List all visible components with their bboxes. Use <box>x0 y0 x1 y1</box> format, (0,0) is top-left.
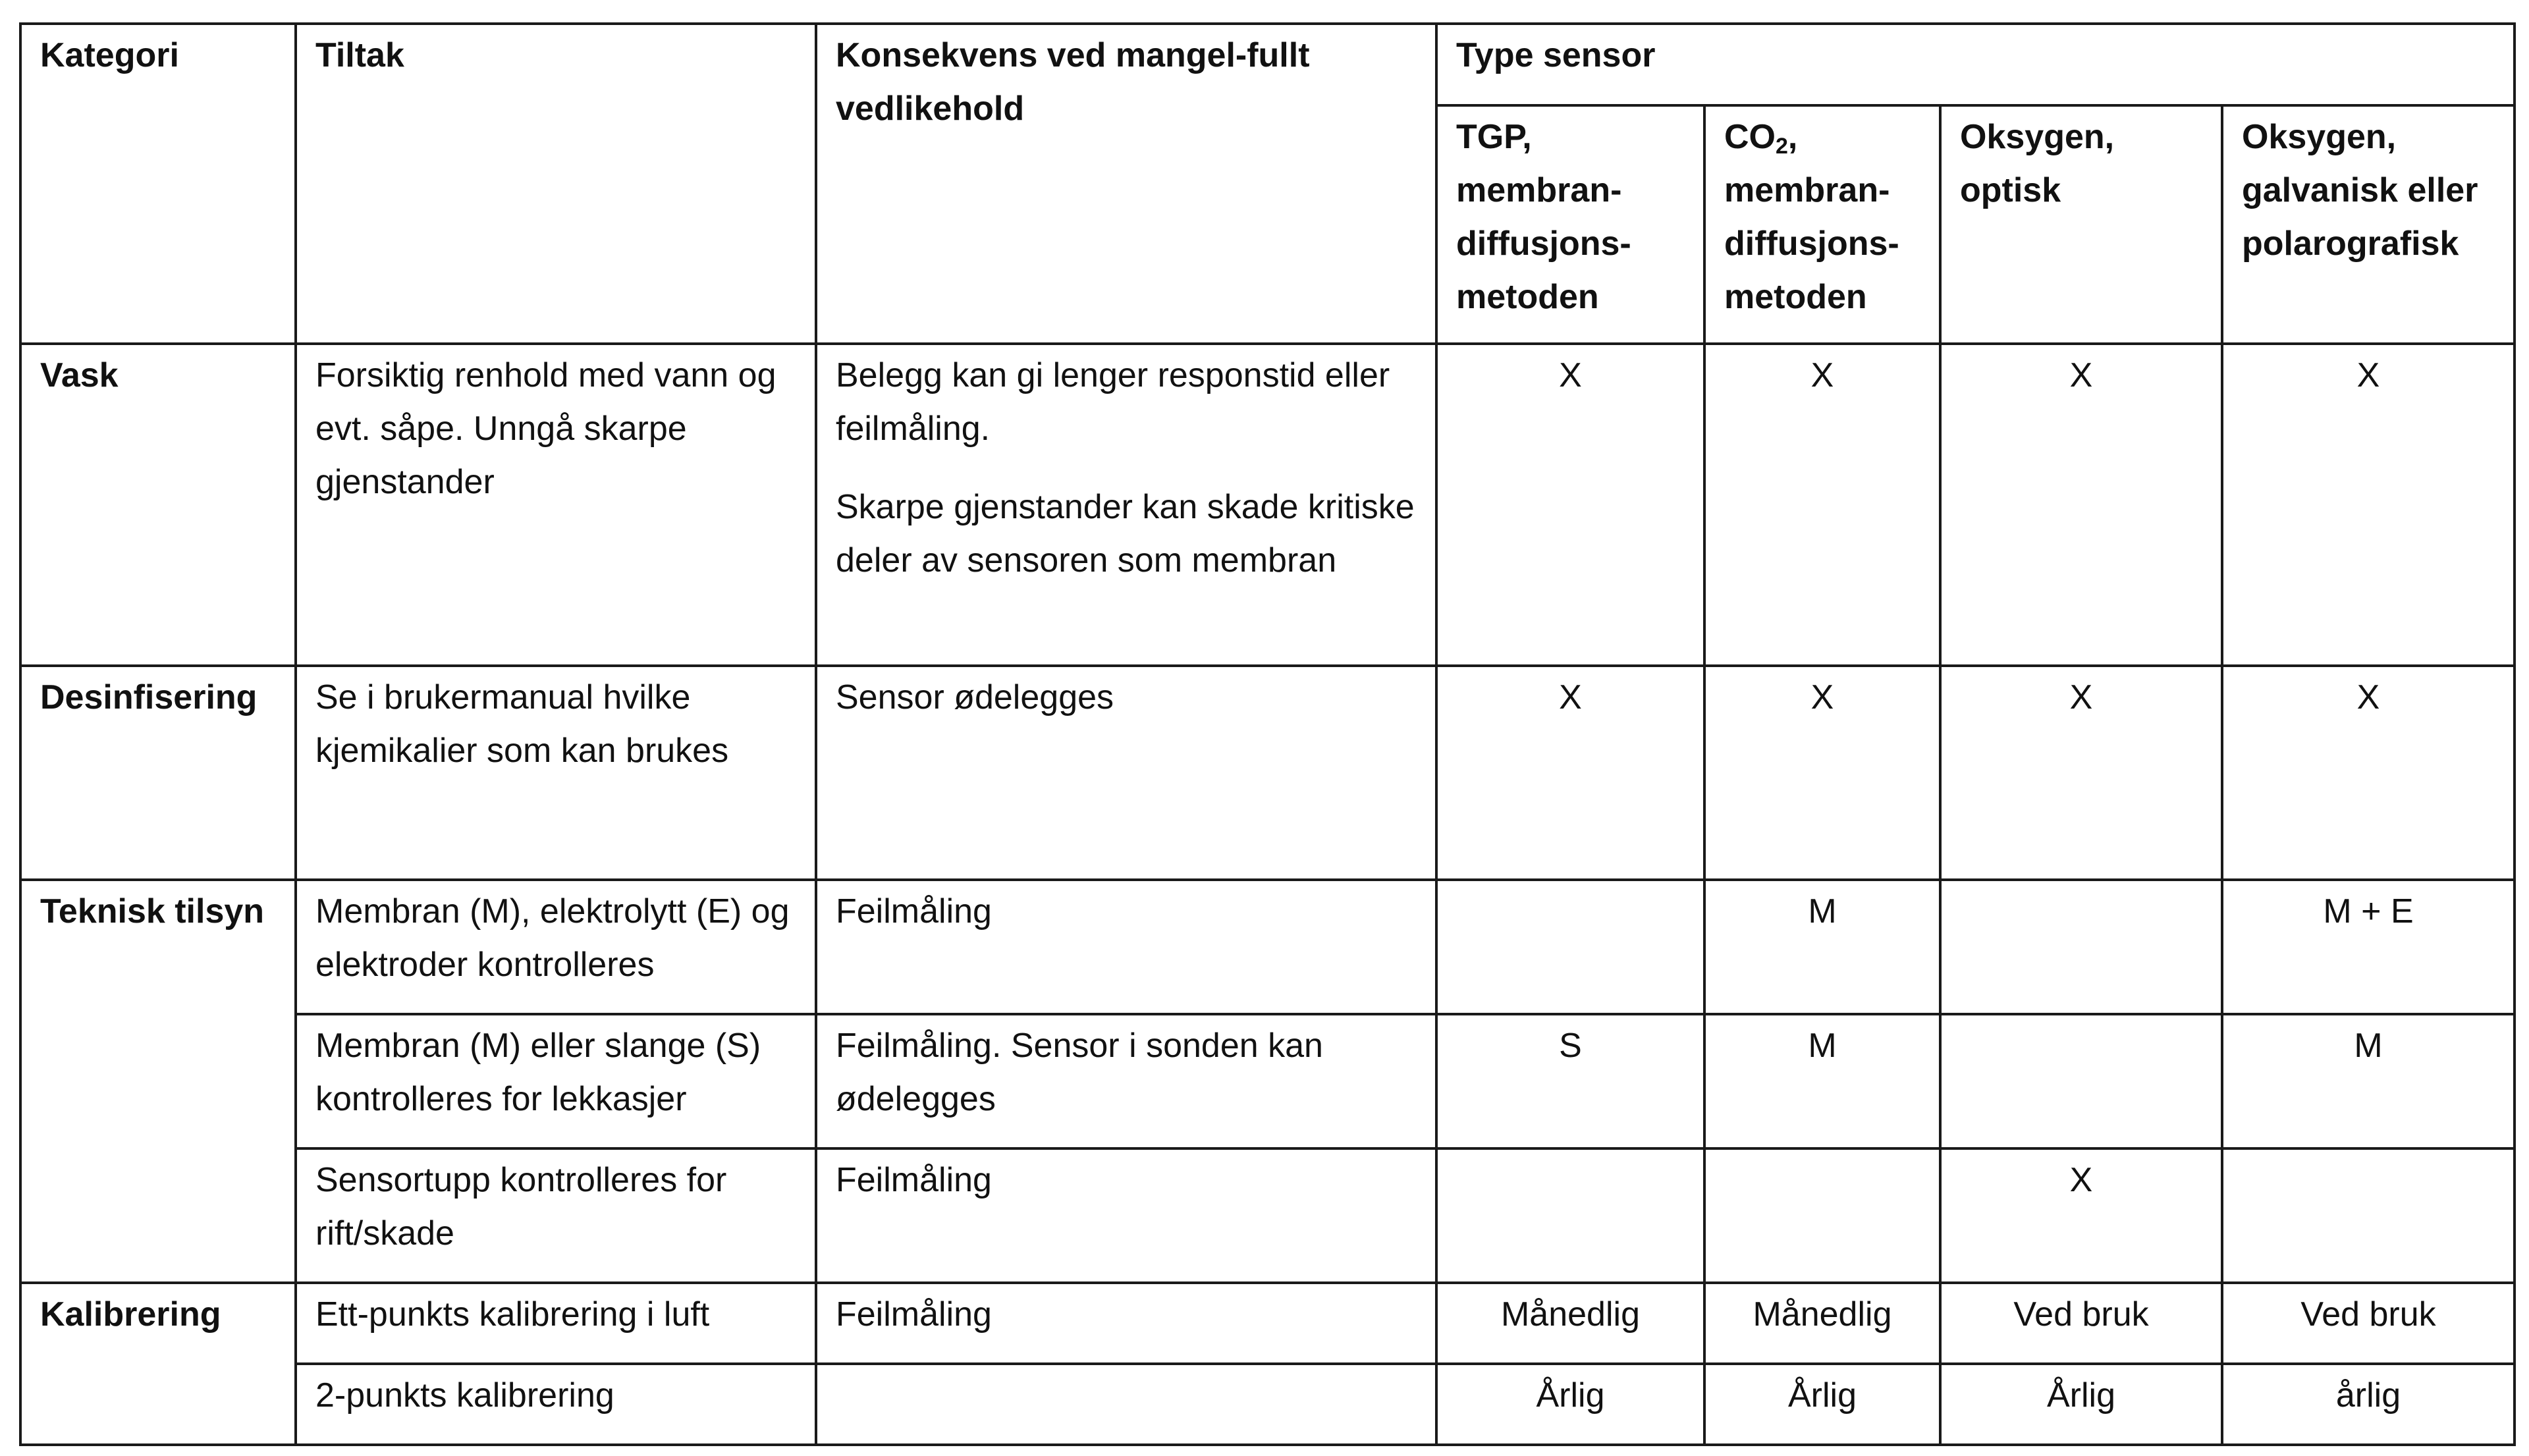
value-cell-galvanisk: Ved bruk <box>2222 1283 2515 1364</box>
value-cell-tgp <box>1436 880 1704 1014</box>
value-cell-tgp: X <box>1436 666 1704 880</box>
konsekvens-cell: Feilmåling <box>816 880 1436 1014</box>
value-cell-co2: M <box>1704 1014 1940 1148</box>
value-cell-galvanisk <box>2222 1148 2515 1283</box>
value-cell-co2: Årlig <box>1704 1364 1940 1445</box>
value-cell-tgp: X <box>1436 344 1704 666</box>
kategori-cell: Vask <box>20 344 296 666</box>
table-row-kalibrering-2 <box>20 1364 2515 1445</box>
header-sensor-co2 <box>1704 105 1940 344</box>
value-cell-optisk: Årlig <box>1940 1364 2222 1445</box>
tiltak-cell: Forsiktig renhold med vann og evt. såpe. Unngå skarpe gjenstander <box>296 344 816 666</box>
sensor-tgp-line-3: diffusjons- <box>1456 225 1631 263</box>
header-tiltak: Tiltak <box>296 24 816 344</box>
value-cell-galvanisk: X <box>2222 344 2515 666</box>
konsekvens-cell: Feilmåling. Sensor i sonden kan ødelegges <box>816 1014 1436 1148</box>
konsekvens-paragraph: Skarpe gjenstander kan skade kritiske deler av sensoren som membran <box>836 488 1415 580</box>
header-kategori: Kategori <box>20 24 296 344</box>
value-cell-galvanisk: M + E <box>2222 880 2515 1014</box>
value-cell-co2 <box>1704 1148 1940 1283</box>
co2-subscript: 2 <box>1776 134 1788 159</box>
tiltak-cell: Membran (M) eller slange (S) kontrolleres for lekkasjer <box>296 1014 816 1148</box>
sensor-tgp-line-4: metoden <box>1456 278 1599 316</box>
sensor-galvanisk-line-1: Oksygen, <box>2242 118 2397 156</box>
konsekvens-cell: Sensor ødelegges <box>816 666 1436 880</box>
sensor-co2-line-4: metoden <box>1724 278 1867 316</box>
kategori-cell: Teknisk tilsyn <box>20 880 296 1283</box>
co2-prefix: CO <box>1724 118 1776 156</box>
header-sensor-tgp <box>1436 105 1704 344</box>
sensor-co2-line-3: diffusjons- <box>1724 225 1899 263</box>
value-cell-co2: M <box>1704 880 1940 1014</box>
header-type-sensor: Type sensor <box>1436 24 2515 105</box>
konsekvens-cell <box>816 344 1436 666</box>
value-cell-tgp <box>1436 1148 1704 1283</box>
value-cell-optisk <box>1940 880 2222 1014</box>
table-row-vask <box>20 344 2515 666</box>
tiltak-cell: Membran (M), elektrolytt (E) og elektroder kontrolleres <box>296 880 816 1014</box>
tiltak-cell: Ett-punkts kalibrering i luft <box>296 1283 816 1364</box>
value-cell-optisk: X <box>1940 666 2222 880</box>
value-cell-tgp: Årlig <box>1436 1364 1704 1445</box>
tiltak-cell: Se i brukermanual hvilke kjemikalier som kan brukes <box>296 666 816 880</box>
value-cell-tgp: S <box>1436 1014 1704 1148</box>
konsekvens-cell: Feilmåling <box>816 1283 1436 1364</box>
value-cell-galvanisk: M <box>2222 1014 2515 1148</box>
sensor-co2-formula <box>1724 111 1920 164</box>
co2-suffix: , <box>1787 118 1798 156</box>
sensor-optisk-line-1: Oksygen, <box>1960 118 2115 156</box>
table-row-desinfisering <box>20 666 2515 880</box>
sensor-optisk-line-2: optisk <box>1960 171 2061 209</box>
value-cell-co2: X <box>1704 344 1940 666</box>
sensor-co2-line-2: membran- <box>1724 171 1890 209</box>
sensor-tgp-line-1: TGP, <box>1456 118 1532 156</box>
value-cell-tgp: Månedlig <box>1436 1283 1704 1364</box>
tiltak-cell: 2-punkts kalibrering <box>296 1364 816 1445</box>
konsekvens-cell: Feilmåling <box>816 1148 1436 1283</box>
header-sensor-oksygen-galvanisk <box>2222 105 2515 344</box>
header-konsekvens: Konsekvens ved mangel-fullt vedlikehold <box>816 24 1436 344</box>
value-cell-optisk <box>1940 1014 2222 1148</box>
table-row-teknisk-1 <box>20 880 2515 1014</box>
konsekvens-paragraph: Belegg kan gi lenger responstid eller feilmåling. <box>836 356 1390 448</box>
value-cell-galvanisk: årlig <box>2222 1364 2515 1445</box>
table-row-teknisk-2 <box>20 1014 2515 1148</box>
header-row-1 <box>20 24 2515 105</box>
tiltak-cell: Sensortupp kontrolleres for rift/skade <box>296 1148 816 1283</box>
sensor-galvanisk-line-2: galvanisk eller <box>2242 171 2478 209</box>
table-row-teknisk-3 <box>20 1148 2515 1283</box>
kategori-cell: Kalibrering <box>20 1283 296 1445</box>
sensor-galvanisk-line-3: polarografisk <box>2242 225 2459 263</box>
value-cell-optisk: Ved bruk <box>1940 1283 2222 1364</box>
value-cell-co2: Månedlig <box>1704 1283 1940 1364</box>
value-cell-optisk: X <box>1940 344 2222 666</box>
konsekvens-cell <box>816 1364 1436 1445</box>
value-cell-optisk: X <box>1940 1148 2222 1283</box>
value-cell-co2: X <box>1704 666 1940 880</box>
header-sensor-oksygen-optisk <box>1940 105 2222 344</box>
value-cell-galvanisk: X <box>2222 666 2515 880</box>
sensor-tgp-line-2: membran- <box>1456 171 1622 209</box>
kategori-cell: Desinfisering <box>20 666 296 880</box>
table-row-kalibrering-1 <box>20 1283 2515 1364</box>
maintenance-table <box>19 22 2516 1446</box>
